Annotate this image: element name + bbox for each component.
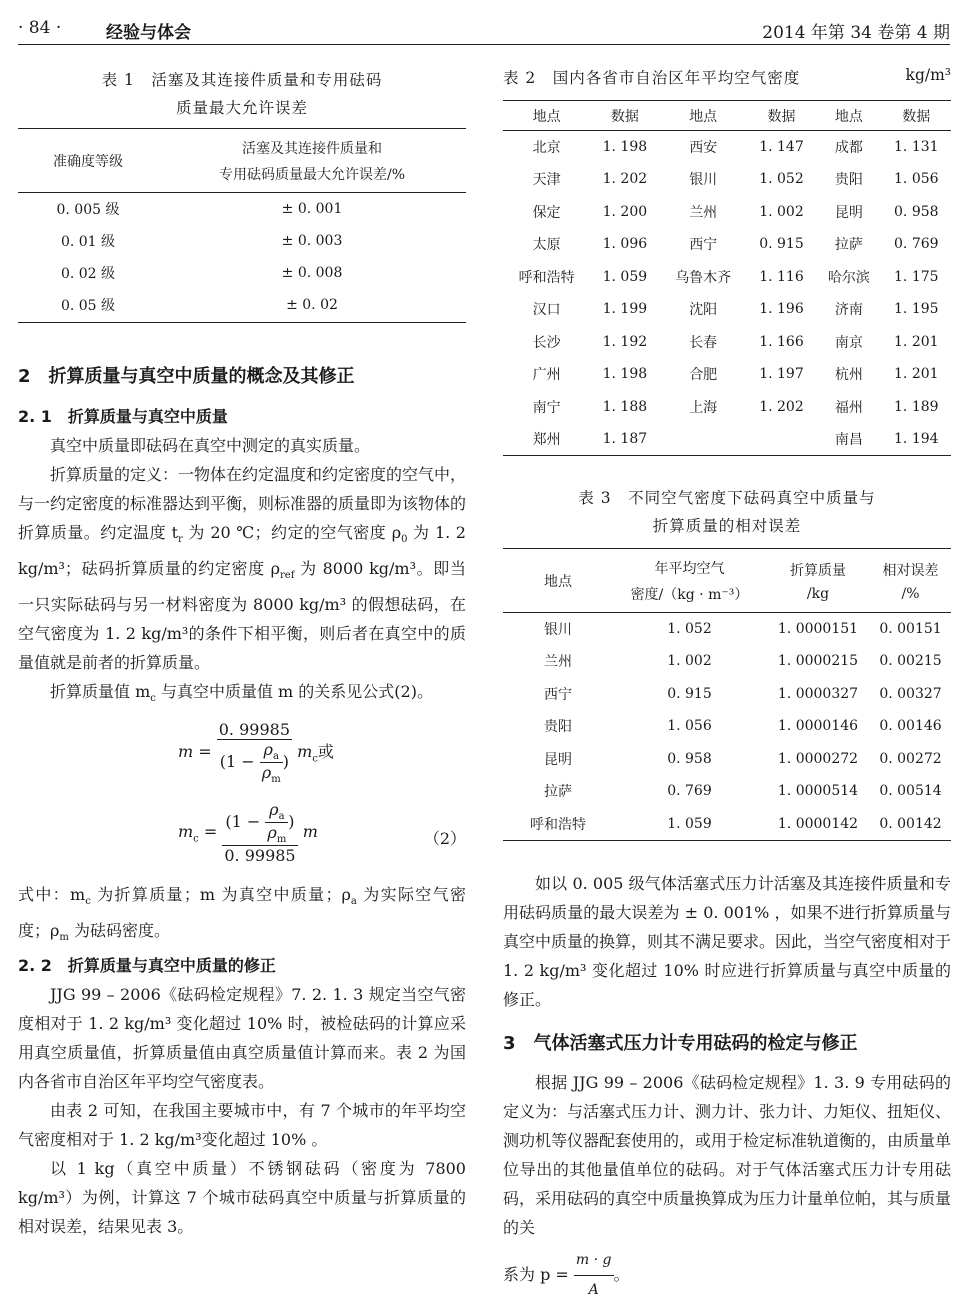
table-row bbox=[503, 678, 951, 711]
table3-cell: 0. 00327 bbox=[879, 685, 942, 702]
table3-header-mass bbox=[766, 549, 870, 613]
section2-heading: 2 折算质量与真空中质量的概念及其修正 bbox=[18, 366, 355, 387]
table3-cell: 1. 0000146 bbox=[777, 718, 859, 735]
paragraph: 由表 2 可知，在我国主要城市中，有 7 个城市的年平均空气密度相对于 1. 2 kg/m³变化超过 10% 。 bbox=[18, 1100, 466, 1149]
table2-cell: 1. 189 bbox=[894, 398, 939, 415]
table2-header: 数据 bbox=[767, 108, 796, 125]
table2-cell: 乌鲁木齐 bbox=[675, 269, 732, 286]
table1-caption bbox=[18, 66, 466, 122]
table3-cell: 西宁 bbox=[544, 686, 572, 703]
table2-header: 地点 bbox=[834, 108, 863, 125]
table2-cell: 1. 131 bbox=[894, 139, 939, 155]
table2-cell: 0. 958 bbox=[894, 203, 939, 220]
table2-cell: 1. 187 bbox=[602, 431, 648, 447]
table1-cell: 0. 01 级 bbox=[60, 233, 116, 250]
table2-cell: 昆明 bbox=[834, 204, 863, 221]
table3-cell: 1. 056 bbox=[667, 718, 712, 735]
table3-cell: 0. 00146 bbox=[879, 718, 942, 735]
table3-cell: 0. 769 bbox=[667, 783, 712, 800]
running-section-title: 经验与体会 bbox=[106, 23, 191, 43]
table1-cell: 0. 05 级 bbox=[60, 298, 116, 315]
table2-cell: 1. 175 bbox=[894, 268, 939, 285]
issue-info: 2014 年第 34 卷第 4 期 bbox=[762, 23, 950, 43]
left-column bbox=[18, 66, 466, 1241]
table3-header-text: /kg bbox=[806, 585, 830, 602]
table2-cell: 1. 195 bbox=[894, 301, 939, 318]
table3-cell: 1. 0000142 bbox=[777, 815, 859, 832]
table1-cell: 0. 02 级 bbox=[60, 265, 116, 282]
table1-cell: ± 0. 02 bbox=[286, 297, 338, 314]
formula-denominator: 0. 99985 bbox=[224, 845, 296, 865]
table2-cell: 南京 bbox=[834, 334, 863, 351]
table3-cell: 银川 bbox=[544, 622, 572, 638]
table3-header-density bbox=[613, 549, 766, 613]
table-row bbox=[18, 193, 466, 225]
table3-header-text: 折算质量 bbox=[789, 562, 846, 579]
table2 bbox=[503, 100, 951, 456]
paragraph: 折算质量的定义：一物体在约定温度和约定密度的空气中，与一约定密度的标准器达到平衡，则标准器的质量即为该物体的折算质量。约定温度 $t_r$ 为 20 ℃；约定的空气密度 $\rho_0$ 为 1. 2 kg/m³；砝码折算质量的约定密度 $\rho_{ref}$ 为 8000 kg/m³。即当一只实际砝码与另一材料密度为 8000 kg/m³ 的假想砝码，在空气密度为 1. 2 kg/m³的条件下相平衡，则后者在真空中的质量值就是前者的折算质量。 bbox=[18, 465, 467, 673]
table3-cell: 1. 002 bbox=[667, 653, 712, 670]
table3-header-error bbox=[870, 549, 951, 613]
table3-cell: 1. 0000215 bbox=[777, 653, 859, 670]
table-row bbox=[503, 228, 951, 261]
table2-cell: 1. 201 bbox=[894, 366, 939, 383]
table2-cell: 沈阳 bbox=[689, 302, 718, 319]
table3-cell: 昆明 bbox=[544, 751, 572, 768]
formula-2: $m_c$ = (1 − $\frac{\rho_a}{\rho_m}$ ) 0. 99985 m （2） bbox=[178, 799, 466, 865]
table2-cell: 南宁 bbox=[532, 399, 561, 416]
table-row bbox=[503, 391, 951, 424]
table-row bbox=[18, 289, 466, 323]
formula-1: m = 0. 99985 (1 − $\frac{\rho_a}{\rho_m}$ ) $m_c$或 bbox=[178, 719, 334, 785]
paragraph-text: 式中：m bbox=[18, 884, 86, 904]
table2-cell: 0. 769 bbox=[894, 236, 939, 253]
table2-cell: 0. 915 bbox=[759, 236, 804, 253]
section3-heading: 3 气体活塞式压力计专用砝码的检定与修正 bbox=[503, 1032, 858, 1054]
table1-head-error-l1: 活塞及其连接件质量和 bbox=[242, 140, 382, 157]
table3-caption bbox=[503, 484, 951, 540]
formula-2-fraction: (1 − $\frac{\rho_a}{\rho_m}$ ) 0. 99985 bbox=[224, 799, 296, 865]
table3-caption-line2: 折算质量的相对误差 bbox=[652, 517, 802, 535]
table3-cell: 拉萨 bbox=[544, 784, 572, 801]
table2-cell bbox=[660, 423, 747, 456]
table2-cell: 汉口 bbox=[532, 302, 561, 319]
paragraph: JJG 99 – 2006《砝码检定规程》7. 2. 1. 3 规定当空气密度相对于 1. 2 kg/m³ 变化超过 10% 时，被检砝码的计算应采用真空质量值，折算质量值由真空质量值计算而来。表 2 为国内各省市自治区年平均空气密度表。 bbox=[18, 984, 466, 1091]
table3-cell: 1. 0000272 bbox=[777, 750, 859, 767]
table2-cell: 北京 bbox=[532, 140, 561, 156]
table-row bbox=[503, 743, 951, 776]
table1-head-error-l2: 专用砝码质量最大允许误差/% bbox=[218, 166, 406, 183]
header-rule bbox=[18, 44, 950, 45]
section2-1-heading: 2. 1 折算质量与真空中质量 bbox=[18, 407, 228, 426]
table2-cell: 哈尔滨 bbox=[827, 269, 870, 286]
table2-header: 数据 bbox=[902, 108, 931, 125]
table2-cell: 西安 bbox=[689, 140, 718, 156]
table2-cell: 1. 196 bbox=[759, 301, 804, 318]
paragraph-text: 为实际空气密度；ρ bbox=[18, 884, 466, 940]
table3-cell: 1. 052 bbox=[667, 621, 712, 637]
table2-cell: 1. 202 bbox=[759, 398, 804, 415]
table3-cell: 0. 00151 bbox=[879, 621, 942, 637]
table2-cell: 济南 bbox=[834, 302, 863, 319]
table-row bbox=[503, 613, 951, 646]
table2-cell: 拉萨 bbox=[834, 237, 863, 254]
table2-cell: 郑州 bbox=[532, 432, 561, 448]
table1-caption-line1: 表 1 活塞及其连接件质量和专用砝码 bbox=[101, 71, 383, 89]
paragraph: 真空中质量即砝码在真空中测定的真实质量。 bbox=[50, 436, 371, 455]
table3-cell: 1. 0000514 bbox=[777, 783, 859, 800]
table2-cell: 1. 192 bbox=[602, 333, 648, 350]
paragraph-text: 为 8000 kg/m³。即当一只实际砝码与另一材料密度为 8000 kg/m³ 的假想砝码，在空气密度为 1. 2 kg/m³的条件下相平衡，则后者在真空中的质量值就是前者的折算质量。 bbox=[18, 559, 466, 673]
table2-cell: 1. 166 bbox=[759, 333, 804, 350]
table1-cell: 0. 005 级 bbox=[56, 201, 120, 218]
table2-unit: kg/m³ bbox=[905, 66, 951, 84]
right-column bbox=[503, 66, 951, 1305]
table2-cell: 1. 052 bbox=[759, 171, 804, 188]
table2-cell: 1. 200 bbox=[602, 203, 648, 220]
table2-cell: 长沙 bbox=[532, 334, 561, 351]
table-row bbox=[503, 358, 951, 391]
table2-cell: 1. 198 bbox=[602, 139, 648, 155]
table2-cell: 1. 116 bbox=[759, 268, 804, 285]
formula-note: 式中：$m_c$ 为折算质量；m 为真空中质量；$\rho_a$ 为实际空气密度；$\rho_m$ 为砝码密度。 bbox=[18, 884, 466, 943]
paragraph-text: 。 bbox=[613, 1264, 630, 1284]
table3-body bbox=[503, 613, 951, 841]
table-row bbox=[503, 293, 951, 326]
table1-cell: ± 0. 001 bbox=[281, 200, 343, 217]
table2-cell: 1. 198 bbox=[602, 366, 648, 383]
table2-cell: 西宁 bbox=[689, 237, 718, 254]
paragraph-text: 为折算质量；m 为真空中质量；ρ bbox=[90, 884, 351, 904]
table3-header-place: 地点 bbox=[544, 573, 572, 590]
table2-cell: 1. 199 bbox=[602, 301, 648, 318]
paragraph-text: 为砝码密度。 bbox=[68, 920, 170, 940]
table1-caption-line2: 质量最大允许误差 bbox=[175, 99, 308, 117]
table-row bbox=[503, 163, 951, 196]
paragraph-text: 折算质量的定义：一物体在约定温度和约定密度的空气中，与一约定密度的标准器达到平衡，则标准器的质量即为该物体的折算质量。约定温度 t bbox=[18, 465, 467, 542]
table1 bbox=[18, 128, 466, 323]
table3-cell: 0. 00272 bbox=[879, 750, 942, 767]
table2-cell: 广州 bbox=[532, 367, 561, 384]
table3-caption-line1: 表 3 不同空气密度下砝码真空中质量与 bbox=[578, 489, 876, 507]
table3-cell: 0. 00514 bbox=[879, 783, 942, 800]
table-row bbox=[503, 710, 951, 743]
table2-body bbox=[503, 131, 951, 456]
table3-cell: 0. 958 bbox=[667, 750, 712, 767]
table2-cell: 1. 056 bbox=[894, 171, 939, 188]
table3-cell: 1. 059 bbox=[667, 815, 712, 832]
paragraph-text: 折算质量值 m bbox=[50, 682, 151, 702]
table2-cell: 1. 194 bbox=[894, 431, 939, 447]
table2-cell: 合肥 bbox=[689, 367, 718, 384]
table2-cell: 贵阳 bbox=[834, 172, 863, 189]
table2-header: 数据 bbox=[610, 108, 639, 125]
table-row bbox=[503, 808, 951, 841]
formula-tag: （2） bbox=[423, 828, 466, 848]
table2-cell: 保定 bbox=[532, 204, 561, 221]
table2-cell: 1. 147 bbox=[759, 139, 804, 155]
paragraph: 以 1 kg（真空中质量）不锈钢砝码（密度为 7800 kg/m³）为例，计算这 7 个城市砝码真空中质量与折算质量的相对误差，结果见表 3。 bbox=[18, 1158, 466, 1236]
table2-cell: 长春 bbox=[689, 334, 718, 351]
table3-header-text: 相对误差 bbox=[882, 562, 939, 579]
table2-cell: 1. 096 bbox=[602, 236, 648, 253]
table2-header: 地点 bbox=[532, 108, 561, 125]
paragraph: 如以 0. 005 级气体活塞式压力计活塞及其连接件质量和专用砝码质量的最大误差为 ± 0. 001% ，如果不进行折算质量与真空中质量的换算，则其不满足要求。因此，当空气密度相对于 1. 2 kg/m³ 变化超过 10% 时应进行折算质量与真空中质量的修正。 bbox=[503, 873, 952, 1009]
paragraph bbox=[503, 1246, 951, 1305]
table3-cell: 1. 0000327 bbox=[777, 685, 859, 702]
formula-numerator: 0. 99985 bbox=[218, 719, 290, 739]
table2-cell: 呼和浩特 bbox=[518, 269, 575, 286]
table-row bbox=[503, 326, 951, 359]
table1-cell: ± 0. 003 bbox=[281, 232, 343, 249]
table2-cell: 1. 197 bbox=[759, 366, 804, 383]
table2-cell: 1. 202 bbox=[602, 171, 648, 188]
table3-cell: 贵阳 bbox=[544, 719, 572, 736]
paragraph-text: 为 20 ℃；约定的空气密度 ρ bbox=[182, 523, 402, 542]
table2-cell: 1. 201 bbox=[894, 333, 939, 350]
table3-header-text: /% bbox=[901, 585, 920, 602]
table2-cell: 1. 059 bbox=[602, 268, 648, 285]
table2-cell: 南昌 bbox=[834, 432, 863, 448]
page-number: · 84 · bbox=[18, 18, 62, 38]
table2-caption bbox=[503, 66, 951, 96]
table3-cell: 兰州 bbox=[544, 654, 572, 671]
section2-2-heading: 2. 2 折算质量与真空中质量的修正 bbox=[18, 955, 276, 975]
paragraph-text: 与真空中质量值 m 的关系见公式(2)。 bbox=[155, 682, 433, 702]
table-row bbox=[503, 775, 951, 808]
paragraph: 折算质量值 $m_c$ 与真空中质量值 m 的关系见公式(2)。 bbox=[50, 682, 433, 705]
table2-caption-text: 表 2 国内各省市自治区年平均空气密度 bbox=[503, 69, 801, 87]
table3-cell: 1. 0000151 bbox=[777, 621, 859, 637]
table2-cell: 1. 002 bbox=[759, 203, 804, 220]
table1-head-grade: 准确度等级 bbox=[53, 153, 123, 170]
table2-cell: 天津 bbox=[532, 172, 561, 189]
table2-cell: 杭州 bbox=[834, 367, 863, 384]
table2-cell bbox=[747, 423, 816, 456]
table3-cell: 呼和浩特 bbox=[530, 816, 586, 833]
table1-head-error bbox=[158, 129, 466, 193]
table-row bbox=[18, 225, 466, 257]
pressure-fraction bbox=[574, 1246, 614, 1305]
table2-header: 地点 bbox=[689, 108, 718, 125]
table3-cell: 0. 915 bbox=[667, 685, 712, 702]
table3-header-text: 密度/（kg · m⁻³） bbox=[630, 586, 749, 603]
paragraph-text: 系为 p = bbox=[503, 1264, 569, 1284]
table-row bbox=[503, 131, 951, 164]
formula-or: 或 bbox=[317, 741, 334, 761]
table2-cell: 上海 bbox=[689, 399, 718, 416]
table2-cell: 银川 bbox=[689, 172, 718, 189]
table-row bbox=[18, 257, 466, 289]
table2-cell: 太原 bbox=[532, 237, 561, 254]
formula-1-fraction: 0. 99985 (1 − $\frac{\rho_a}{\rho_m}$ ) bbox=[218, 719, 290, 785]
table-row bbox=[503, 645, 951, 678]
table2-cell: 福州 bbox=[834, 399, 863, 416]
table3-cell: 0. 00142 bbox=[879, 815, 942, 832]
table3-cell: 0. 00215 bbox=[879, 653, 942, 670]
table-row bbox=[503, 196, 951, 229]
table2-cell: 成都 bbox=[834, 140, 863, 156]
paragraph: 根据 JJG 99 – 2006《砝码检定规程》1. 3. 9 专用砝码的定义为：与活塞式压力计、测力计、张力计、力矩仪、扭矩仪、测功机等仪器配套使用的，或用于检定标准轨道衡的，由质量单位导出的其他量值单位的砝码。对于气体活塞式压力计专用砝码，采用砝码的真空中质量换算成为压力计量单位帕，其与质量的关 bbox=[503, 1072, 952, 1237]
pressure-denominator: A bbox=[588, 1281, 599, 1298]
pressure-numerator: m · g bbox=[574, 1246, 614, 1276]
paragraph-text: 为 1. 2 kg/m³；砝码折算质量的约定密度 ρ bbox=[18, 523, 466, 579]
table2-cell: 1. 188 bbox=[602, 398, 648, 415]
table1-cell: ± 0. 008 bbox=[281, 264, 343, 281]
table2-cell: 兰州 bbox=[689, 204, 718, 221]
table-row bbox=[503, 423, 951, 456]
table3 bbox=[503, 548, 951, 841]
table-row bbox=[503, 261, 951, 294]
table3-header-text: 年平均空气 bbox=[654, 560, 725, 577]
